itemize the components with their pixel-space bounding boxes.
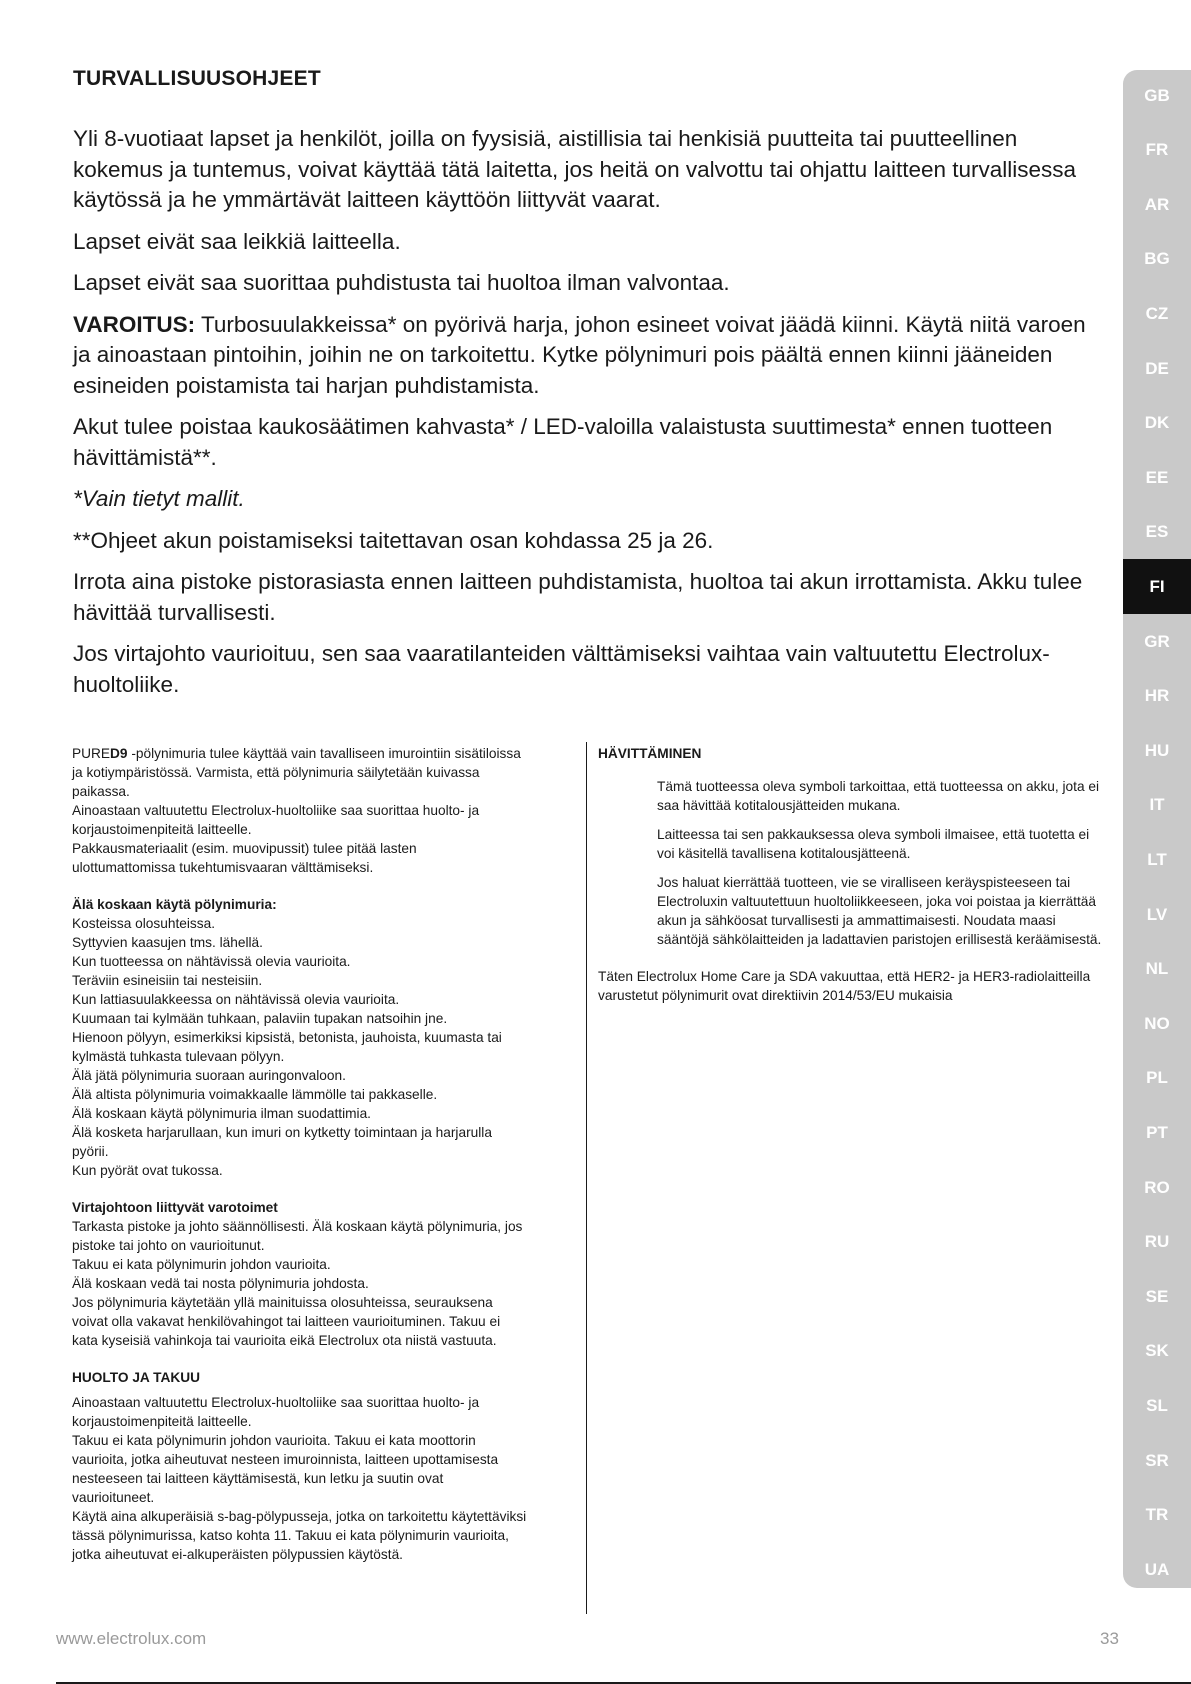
section-heading: Älä koskaan käytä pölynimuria: — [72, 897, 277, 912]
list-item: Älä koskaan käytä pölynimuria ilman suodattimia. — [72, 1106, 371, 1121]
usage-line: paikassa. — [72, 784, 130, 799]
language-tab-bg[interactable]: BG — [1144, 249, 1170, 269]
list-item: kata kyseisiä vahinkoja tai vaurioita eikä Electrolux ota niistä vastuuta. — [72, 1333, 497, 1348]
intro-paragraph: Lapset eivät saa suorittaa puhdistusta tai huoltoa ilman valvontaa. — [73, 270, 730, 295]
usage-line: ulottumattomissa tukehtumisvaaran välttämiseksi. — [72, 860, 374, 875]
language-tab-tr[interactable]: TR — [1145, 1505, 1169, 1525]
language-tab-de[interactable]: DE — [1145, 358, 1169, 378]
language-tab-ee[interactable]: EE — [1145, 467, 1169, 487]
list-item: Takuu ei kata pölynimurin johdon vaurioita. — [72, 1257, 331, 1272]
battery-note: **Ohjeet akun poistamiseksi taitettavan osan kohdassa 25 ja 26. — [73, 527, 714, 553]
footer-url: www.electrolux.com — [56, 1629, 207, 1648]
language-tab-pl[interactable]: PL — [1146, 1068, 1168, 1088]
list-item: vaurioita, jotka aiheutuvat nesteen imuroinnista, laitteen upottamisesta — [72, 1452, 499, 1467]
list-item: Käytä aina alkuperäisiä s-bag-pölypusseja, jotka on tarkoitettu käytettäviksi — [72, 1509, 527, 1524]
list-item: pyörii. — [72, 1144, 109, 1159]
list-item: jotka aiheutuvat ei-alkuperäisten pölypussien käytöstä. — [72, 1547, 403, 1562]
usage-block — [72, 744, 577, 877]
language-tab-gr[interactable]: GR — [1144, 631, 1170, 651]
intro-paragraph: Akut tulee poistaa kaukosäätimen kahvasta* / LED-valoilla valaistusta suuttimesta* ennen tuotteen hävittämistä**. — [73, 414, 1053, 470]
disposal-paragraph: Laitteessa tai sen pakkauksessa oleva symboli ilmaisee, että tuotetta ei voi käsitellä tavallisena kotitalousjätteenä. — [657, 827, 1090, 861]
list-item: voivat olla vakavat henkilövahingot tai laitteen vaurioituminen. Takuu ei — [72, 1314, 501, 1329]
brand-prefix: PURE — [72, 746, 111, 761]
language-tab-dk[interactable]: DK — [1144, 413, 1170, 433]
list-item: kylmästä tuhkasta tulevaan pölyyn. — [72, 1049, 285, 1064]
language-tab-sr[interactable]: SR — [1145, 1450, 1169, 1470]
disposal-paragraph: Jos haluat kierrättää tuotteen, vie se viralliseen keräyspisteeseen tai Electroluxin valtuutettuun huoltoliikkeeseen, joka voi poistaa ja kierrättää akun ja sähköosat turvallisesti ja ammattimaisesti. Noudata maasi sääntöjä sähkölaitteiden ja ladattavien paristojen erillisestä keräämisestä. — [657, 875, 1102, 947]
language-tab-fi[interactable]: FI — [1123, 559, 1191, 614]
page-number: 33 — [1100, 1629, 1119, 1648]
list-item: Kosteissa olosuhteissa. — [72, 916, 216, 931]
usage-line: korjaustoimenpiteitä laitteelle. — [72, 822, 252, 837]
list-item: Jos pölynimuria käytetään yllä mainituissa olosuhteissa, seurauksena — [72, 1295, 493, 1310]
column-divider — [586, 742, 587, 1614]
page-title: TURVALLISUUSOHJEET — [73, 67, 321, 90]
language-tab-sk[interactable]: SK — [1145, 1341, 1169, 1361]
list-item: Syttyvien kaasujen tms. lähellä. — [72, 935, 263, 950]
language-tab-es[interactable]: ES — [1145, 522, 1169, 542]
list-item: korjaustoimenpiteitä laitteelle. — [72, 1414, 252, 1429]
declaration-paragraph: Täten Electrolux Home Care ja SDA vakuuttaa, että HER2- ja HER3-radiolaitteilla varustetut pölynimurit ovat direktiivin 2014/53/EU mukaisia — [598, 969, 1091, 1003]
language-tab-hr[interactable]: HR — [1144, 686, 1170, 706]
warning-label: VAROITUS: — [73, 311, 196, 337]
usage-line: ja kotiympäristössä. Varmista, että pölynimuria säilytetään kuivassa — [72, 765, 480, 780]
language-tab-ro[interactable]: RO — [1144, 1177, 1170, 1197]
usage-line: Ainoastaan valtuutettu Electrolux-huoltoliike saa suorittaa huolto- ja — [72, 803, 480, 818]
language-tab-pt[interactable]: PT — [1146, 1122, 1168, 1142]
service-warranty-block — [72, 1368, 577, 1564]
language-tab-gb[interactable]: GB — [1144, 85, 1170, 105]
language-tab-ru[interactable]: RU — [1144, 1232, 1170, 1252]
list-item: nesteeseen tai laitteen käyttämisestä, kun letku ja suutin ovat — [72, 1471, 444, 1486]
section-heading: HÄVITTÄMINEN — [598, 746, 702, 761]
list-item: Hienoon pölyyn, esimerkiksi kipsistä, betonista, jauhoista, kuumasta tai — [72, 1030, 502, 1045]
language-tab-se[interactable]: SE — [1145, 1286, 1169, 1306]
language-tab-ar[interactable]: AR — [1144, 194, 1170, 214]
intro-paragraph: Lapset eivät saa leikkiä laitteella. — [73, 228, 401, 254]
language-tab-it[interactable]: IT — [1149, 795, 1165, 815]
disposal-paragraph: Tämä tuotteessa oleva symboli tarkoittaa, että tuotteessa on akku, jota ei saa hävittää kotitalousjätteiden mukana. — [657, 779, 1100, 813]
language-tab-hu[interactable]: HU — [1144, 740, 1170, 760]
warning-text: Turbosuulakkeissa* on pyörivä harja, johon esineet voivat jäädä kiinni. Käytä niitä varoen ja ainoastaan pintoihin, joihin ne on tarkoitettu. Kytke pölynimuri pois päältä ennen kiinni jääneiden esineiden poistamista tai harjan puhdistamista. — [73, 311, 1086, 398]
list-item: Tarkasta pistoke ja johto säännöllisesti. Älä koskaan käytä pölynimuria, jos — [72, 1219, 523, 1234]
list-item: Älä jätä pölynimuria suoraan auringonvaloon. — [72, 1068, 346, 1083]
list-item: Kuumaan tai kylmään tuhkaan, palaviin tupakan natsoihin jne. — [72, 1011, 448, 1026]
list-item: pistoke tai johto on vaurioitunut. — [72, 1238, 265, 1253]
language-tab-nl[interactable]: NL — [1145, 959, 1169, 979]
usage-line: Pakkausmateriaalit (esim. muovipussit) tulee pitää lasten — [72, 841, 417, 856]
list-item: Teräviin esineisiin tai nesteisiin. — [72, 973, 263, 988]
intro-paragraph: Irrota aina pistoke pistorasiasta ennen laitteen puhdistamista, huoltoa tai akun irrottamista. Akku tulee hävittää turvallisesti. — [73, 569, 1083, 625]
never-use-block — [72, 895, 577, 1180]
list-item: tässä pölynimurissa, katso kohta 11. Takuu ei kata pölynimurin vaurioita, — [72, 1528, 509, 1543]
section-heading: Virtajohtoon liittyvät varotoimet — [72, 1200, 278, 1215]
brand-model: D9 — [110, 746, 128, 761]
language-tab-sl[interactable]: SL — [1146, 1395, 1168, 1415]
list-item: Ainoastaan valtuutettu Electrolux-huoltoliike saa suorittaa huolto- ja — [72, 1395, 480, 1410]
language-tab-ua[interactable]: UA — [1144, 1559, 1170, 1579]
usage-line — [72, 744, 577, 763]
language-tab-lt[interactable]: LT — [1147, 849, 1167, 869]
left-column — [72, 744, 577, 1582]
list-item: Kun tuotteessa on nähtävissä olevia vaurioita. — [72, 954, 351, 969]
warning-paragraph — [73, 310, 1098, 402]
models-note: *Vain tietyt mallit. — [73, 486, 245, 511]
list-item: Kun lattiasuulakkeessa on nähtävissä olevia vaurioita. — [72, 992, 400, 1007]
intro-paragraph: Yli 8-vuotiaat lapset ja henkilöt, joilla on fyysisiä, aistillisia tai henkisiä puutteita tai puutteellinen kokemus ja tuntemus, voivat käyttää tätä laitetta, jos heitä on valvottu tai ohjattu laitteen turvallisessa käytössä ja he ymmärtävät laitteen käyttöön liittyvät vaarat. — [73, 126, 1077, 212]
section-heading: HUOLTO JA TAKUU — [72, 1370, 200, 1385]
list-item: vaurioituneet. — [72, 1490, 155, 1505]
cord-precautions-block — [72, 1198, 577, 1350]
intro-paragraph: Jos virtajohto vaurioituu, sen saa vaaratilanteiden välttämiseksi vaihtaa vain valtuutettu Electrolux-huoltoliike. — [73, 641, 1050, 697]
list-item: Kun pyörät ovat tukossa. — [72, 1163, 223, 1178]
language-tab-no[interactable]: NO — [1144, 1013, 1170, 1033]
safety-intro — [73, 124, 1098, 711]
language-tab-cz[interactable]: CZ — [1145, 303, 1169, 323]
language-tab-lv[interactable]: LV — [1146, 904, 1168, 924]
list-item: Älä kosketa harjarullaan, kun imuri on kytketty toimintaan ja harjarulla — [72, 1125, 492, 1140]
usage-line-rest: -pölynimuria tulee käyttää vain tavalliseen imurointiin sisätiloissa — [127, 746, 521, 761]
list-item: Älä altista pölynimuria voimakkaalle lämmölle tai pakkaselle. — [72, 1087, 438, 1102]
language-tab-fr[interactable]: FR — [1145, 140, 1169, 160]
list-item: Takuu ei kata pölynimurin johdon vaurioita. Takuu ei kata moottorin — [72, 1433, 476, 1448]
right-column — [598, 744, 1103, 1015]
list-item: Älä koskaan vedä tai nosta pölynimuria johdosta. — [72, 1276, 369, 1291]
